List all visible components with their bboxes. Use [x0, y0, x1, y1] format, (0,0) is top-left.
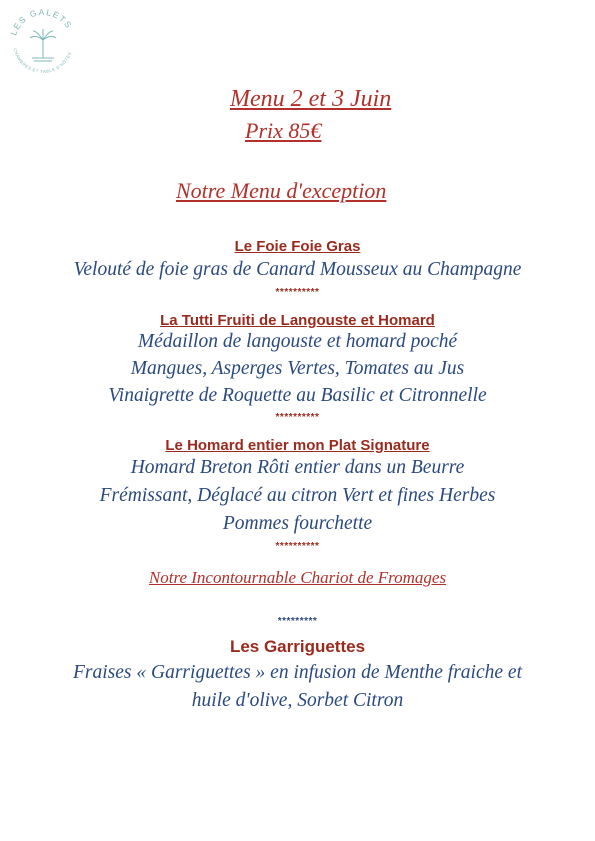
palm-tree-logo-icon: [4, 4, 82, 82]
cheese-trolley: Notre Incontournable Chariot de Fromages: [148, 568, 447, 587]
logo-tagline: CHAMBRES ET TABLE D'HÔTES: [12, 47, 73, 75]
menu-subtitle: Notre Menu d'exception: [176, 178, 387, 203]
svg-text:LES GALETS: [8, 7, 74, 37]
course-heading-foie-gras: Le Foie Foie Gras: [234, 238, 361, 255]
dessert-description-line: Fraises « Garriguettes » en infusion de Menthe fraiche et: [73, 662, 522, 683]
course-description-line: Médaillon de langouste et homard poché: [137, 331, 458, 352]
logo-name: LES GALETS: [8, 6, 75, 37]
dessert-heading: Les Garriguettes: [229, 637, 366, 656]
course-heading-homard: Le Homard entier mon Plat Signature: [165, 437, 430, 454]
course-description-line: Mangues, Asperges Vertes, Tomates au Jus: [130, 358, 465, 379]
dessert-description-line: huile d'olive, Sorbet Citron: [191, 690, 404, 711]
course-description-line: Vinaigrette de Roquette au Basilic et Citronnelle: [108, 385, 487, 406]
course-separator: **********: [275, 412, 320, 423]
menu-date-title: Menu 2 et 3 Juin: [230, 86, 392, 112]
course-description-line: Frémissant, Déglacé au citron Vert et fines Herbes: [99, 485, 496, 506]
dessert-separator: *********: [277, 616, 318, 627]
course-description-line: Homard Breton Rôti entier dans un Beurre: [130, 457, 465, 478]
course-description-line: Velouté de foie gras de Canard Mousseux au Champagne: [73, 259, 522, 280]
course-heading-langouste: La Tutti Fruiti de Langouste et Homard: [160, 312, 435, 329]
course-description-line: Pommes fourchette: [222, 513, 373, 534]
menu-price: Prix 85€: [245, 118, 322, 143]
course-separator: **********: [275, 541, 320, 552]
course-separator: **********: [275, 287, 320, 298]
les-galets-logo: [4, 4, 82, 82]
